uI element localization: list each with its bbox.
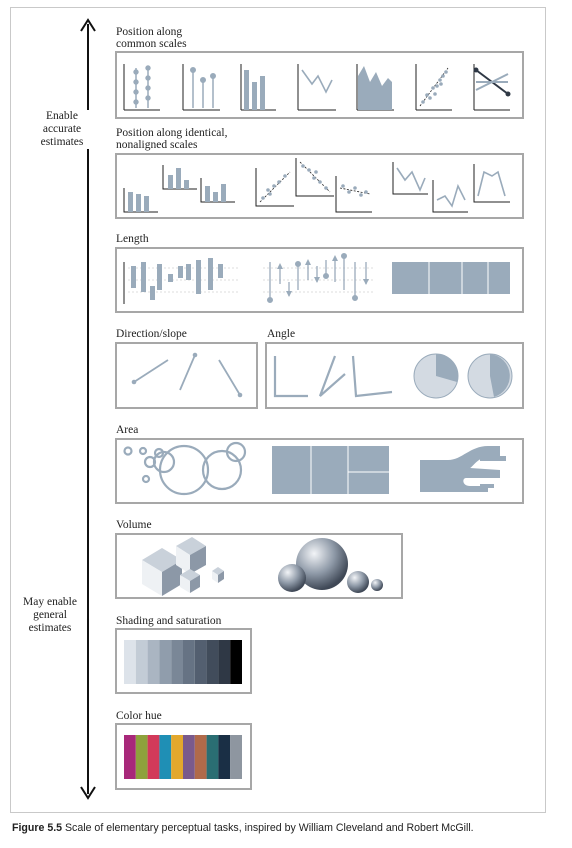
label-position-nonaligned: Position along identical, nonaligned scales xyxy=(116,127,228,151)
shade-swatch-5 xyxy=(171,640,183,684)
shade-swatch-6 xyxy=(183,640,195,684)
side-label-general: May enable general estimates xyxy=(14,596,86,635)
hue-swatch-4 xyxy=(159,735,171,779)
shade-swatch-4 xyxy=(159,640,171,684)
hue-swatch-7 xyxy=(195,735,207,779)
hue-swatch-6 xyxy=(183,735,195,779)
hue-swatch-9 xyxy=(218,735,230,779)
hue-swatch-5 xyxy=(171,735,183,779)
side-label-accurate: Enable accurate estimates xyxy=(30,110,94,149)
shade-swatch-9 xyxy=(218,640,230,684)
figure-caption-text: Scale of elementary perceptual tasks, inspired by William Cleveland and Robert McGill. xyxy=(62,822,474,834)
hue-swatch-2 xyxy=(136,735,148,779)
shade-swatch-8 xyxy=(207,640,219,684)
shade-swatch-2 xyxy=(136,640,148,684)
hue-swatch-1 xyxy=(124,735,136,779)
shade-swatch-3 xyxy=(148,640,160,684)
label-area: Area xyxy=(116,424,139,436)
hue-swatch-8 xyxy=(207,735,219,779)
label-color-hue: Color hue xyxy=(116,710,162,722)
hue-swatch-10 xyxy=(230,735,242,779)
label-angle: Angle xyxy=(267,328,296,340)
shade-swatch-1 xyxy=(124,640,136,684)
label-length: Length xyxy=(116,233,149,245)
shade-swatch-7 xyxy=(195,640,207,684)
label-direction: Direction/slope xyxy=(116,328,187,340)
figure-caption xyxy=(12,822,567,834)
label-position-common: Position along common scales xyxy=(116,26,187,50)
shade-swatch-10 xyxy=(230,640,242,684)
hue-swatch-3 xyxy=(148,735,160,779)
label-volume: Volume xyxy=(116,519,152,531)
label-shading: Shading and saturation xyxy=(116,615,222,627)
figure-number: Figure 5.5 xyxy=(12,822,63,834)
